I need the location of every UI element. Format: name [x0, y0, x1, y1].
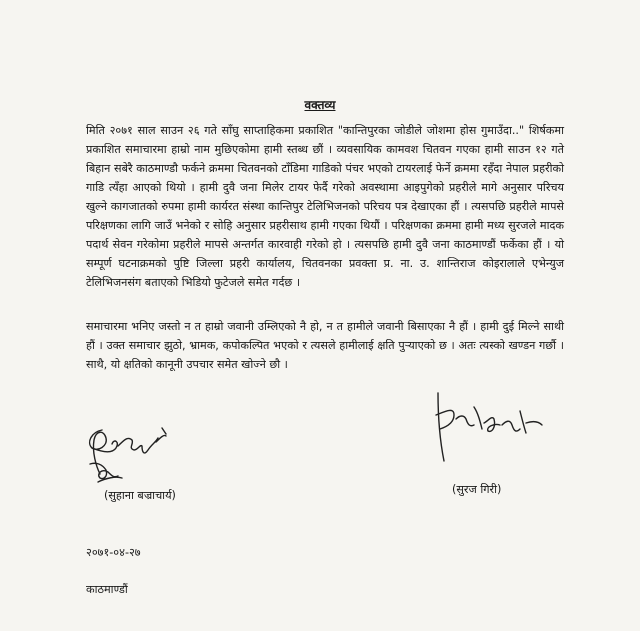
signatory-name-left: (सुहाना बज्राचार्य)	[104, 489, 176, 502]
statement-paragraph-2: समाचारमा भनिए जस्तो न त हाम्रो जवानी उम्लिएको नै हो, न त हामीले जवानी बिसाएका नै हौं । हामी दुई मिल्ने साथी हौं । उक्त समाचार झुठो, भ्रामक, कपोकल्पित भएको र त्यसले हामीलाई क्षति पुऱ्याएको छ । अतः त्यस्को खण्डन गर्छौ । साथै, यो क्षतिको कानूनी उपचार समेत खोज्ने छौ ।	[86, 320, 564, 371]
document-date: २०७१-०४-२७	[86, 546, 141, 559]
signatory-name-right: (सुरज गिरी)	[452, 483, 502, 496]
document-place: काठमाण्डौं	[86, 583, 128, 596]
signature-right-scribble	[428, 385, 548, 495]
document-title: वक्तव्य	[304, 98, 336, 112]
statement-paragraph-1: मिति २०७१ साल साउन २६ गते साँघु साप्ताहिकमा प्रकाशित "कान्तिपुरका जोडीले जोशमा होस गुमाउँदा.." शिर्षकमा प्रकाशित समाचारमा हाम्रो नाम मुछिएकोमा हामी स्तब्ध छौं । व्यवसायिक कामवश चितवन गएका हामी साउन १२ गते बिहान सबेरै काठमाण्डौ फर्कने क्रममा चितवनको टाँडिमा गाडिको पंचर भएको टायरलाई फेर्ने क्रममा रहँदा नेपाल प्रहरीको गाडि त्यँहा आएको थियो । हामी दुवै जना मिलेर टायर फेर्दै गरेको अवस्थामा आइपुगेको प्रहरीले मागे अनुसार परिचय खुल्ने कागजातको रुपमा हामी कार्यरत संस्था कान्तिपुर टेलिभिजनको परिचय पत्र देखाएका हौं । त्यसपछि प्रहरीले मापसे परिक्षणका लागि जाउँ भनेको र सोहि अनुसार प्रहरीसाथ हामी गएका थियौं । परिक्षणका क्रममा हामी मध्य सुरजले मादक पदार्थ सेवन गरेकोमा प्रहरीले मापसे अन्तर्गत कारवाही गरेको हो । त्यसपछि हामी दुवै जना काठमाण्डौं फर्केका हौं । यो सम्पूर्ण घटनाक्रमको पुष्टि जिल्ला प्रहरी कार्यालय, चितवनका प्रवक्ता प्र. ना. उ. शान्तिराज कोइरालाले एभेन्युज टेलिभिजनसंग बताएको भिडियो फुटेजले समेत गर्दछ ।	[86, 124, 564, 289]
signature-right	[428, 385, 548, 495]
